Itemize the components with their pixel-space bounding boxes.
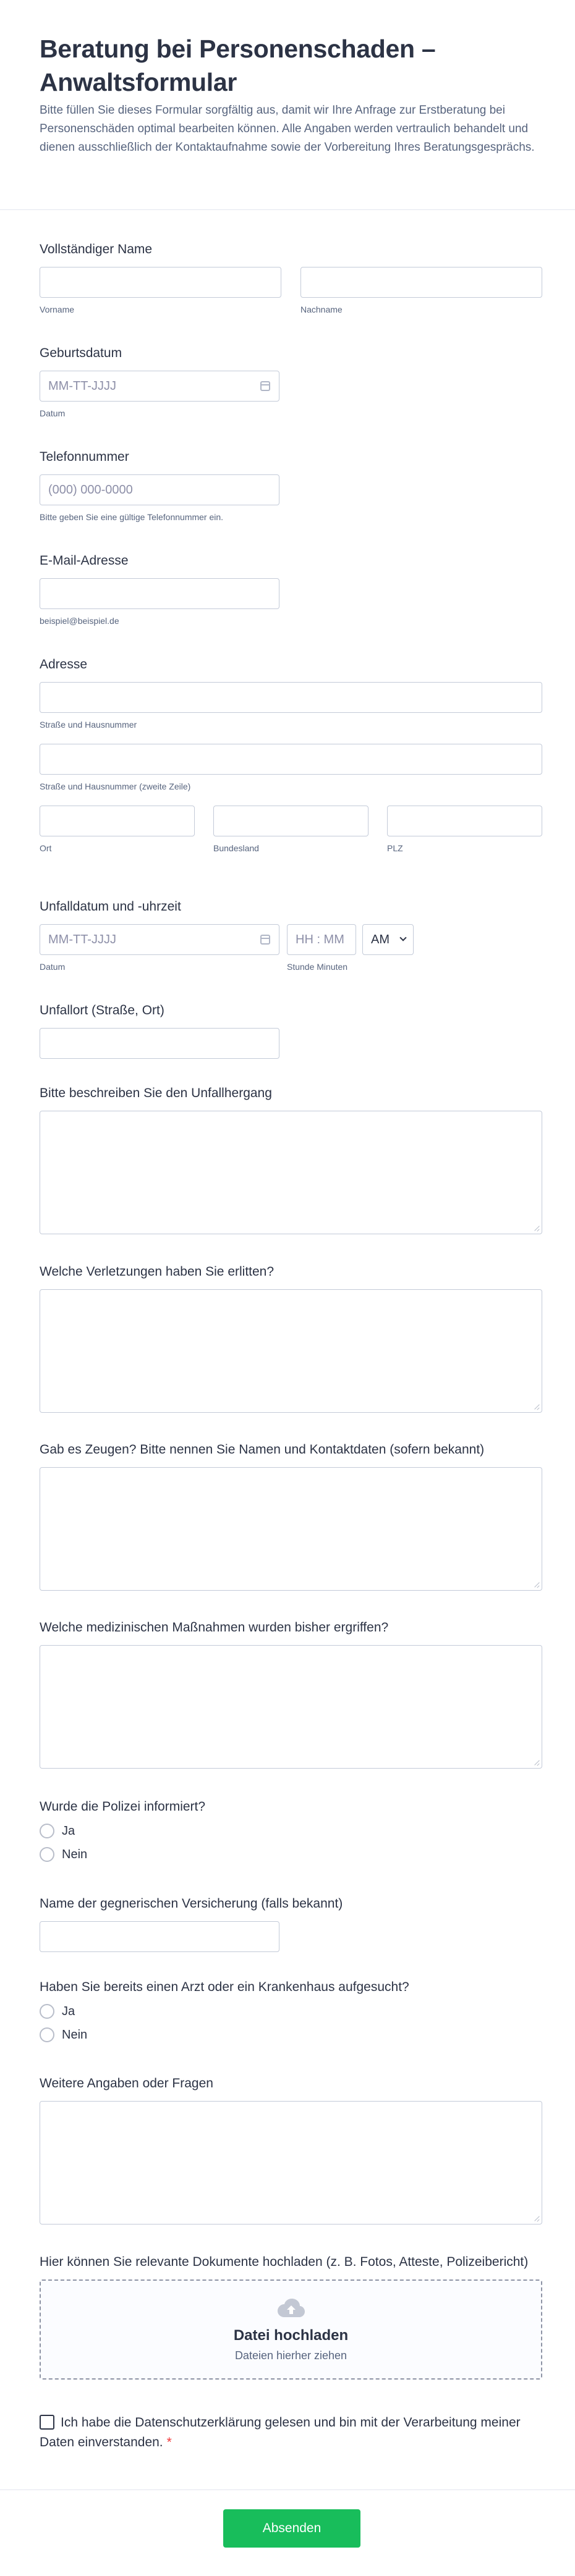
accident-date-input[interactable] (40, 924, 279, 955)
cloud-upload-icon (276, 2297, 306, 2318)
insurance-label: Name der gegnerischen Versicherung (falls bekannt) (40, 1896, 343, 1911)
radio-button[interactable] (40, 2027, 54, 2042)
consent-checkbox[interactable] (40, 2415, 54, 2430)
calendar-icon[interactable] (260, 935, 270, 945)
consent-field (40, 2413, 542, 2452)
witnesses-textarea[interactable] (40, 1467, 542, 1591)
radio-label: Ja (62, 2004, 75, 2018)
file-upload-dropzone[interactable] (40, 2279, 542, 2380)
radio-label: Nein (62, 2027, 88, 2042)
full-name-label: Vollständiger Name (40, 242, 153, 256)
resize-grip-icon[interactable] (534, 1760, 539, 1766)
birthdate-sublabel: Datum (40, 408, 66, 418)
city-sublabel: Ort (40, 843, 52, 853)
accident-datetime-label: Unfalldatum und -uhrzeit (40, 899, 181, 914)
phone-input[interactable] (40, 474, 279, 505)
witnesses-field (40, 1441, 542, 1591)
zip-sublabel: PLZ (387, 843, 403, 853)
injuries-field (40, 1263, 542, 1413)
description-label: Bitte beschreiben Sie den Unfallhergang (40, 1086, 272, 1100)
address-field (40, 656, 542, 854)
accident-time-input[interactable] (287, 924, 356, 955)
street1-input[interactable] (40, 682, 542, 713)
resize-grip-icon[interactable] (534, 1404, 539, 1410)
accident-datetime-field (40, 898, 542, 972)
description-field (40, 1085, 542, 1234)
phone-sublabel: Bitte geben Sie eine gültige Telefonnummer ein. (40, 512, 224, 522)
medical-textarea[interactable] (40, 1645, 542, 1769)
doctor-label: Haben Sie bereits einen Arzt oder ein Krankenhaus aufgesucht? (40, 1980, 409, 1994)
accident-time-sublabel: Stunde Minuten (287, 962, 348, 972)
calendar-icon[interactable] (260, 381, 270, 391)
resize-grip-icon[interactable] (534, 2216, 539, 2221)
zip-input[interactable] (387, 806, 542, 836)
phone-field (40, 448, 542, 523)
resize-grip-icon[interactable] (534, 1226, 539, 1231)
description-textarea[interactable] (40, 1111, 542, 1234)
radio-label: Nein (62, 1847, 88, 1861)
birthdate-field (40, 345, 542, 419)
accident-time-placeholder: HH : MM (296, 933, 344, 946)
radio-button[interactable] (40, 2004, 54, 2019)
page-subtitle: Bitte füllen Sie dieses Formular sorgfältig aus, damit wir Ihre Anfrage zur Erstberatung bei Personenschäden optimal bearbeiten können. Alle Angaben werden vertraulich behandelt und dienen ausschließlich der Kontaktaufnahme sowie der Vorbereitung Ihres Beratungsgesprächs. (40, 104, 535, 154)
upload-label: Hier können Sie relevante Dokumente hochladen (z. B. Fotos, Atteste, Polizeibericht) (40, 2255, 529, 2269)
police-option-yes[interactable] (40, 1823, 542, 1839)
police-option-no[interactable] (40, 1846, 542, 1863)
phone-placeholder: (000) 000-0000 (48, 483, 133, 497)
email-field (40, 552, 542, 626)
further-label: Weitere Angaben oder Fragen (40, 2076, 213, 2090)
accident-date-sublabel: Datum (40, 962, 66, 972)
police-label: Wurde die Polizei informiert? (40, 1799, 206, 1814)
last-name-input[interactable] (300, 267, 542, 298)
doctor-option-yes[interactable] (40, 2003, 542, 2019)
radio-button[interactable] (40, 1847, 54, 1862)
birthdate-label: Geburtsdatum (40, 346, 122, 360)
first-name-input[interactable] (40, 267, 281, 298)
ampm-value: AM (371, 933, 390, 946)
accident-location-input[interactable] (40, 1028, 279, 1059)
accident-location-label: Unfallort (Straße, Ort) (40, 1003, 164, 1017)
upload-button-label[interactable]: Datei hochladen (233, 2326, 349, 2344)
chevron-down-icon (399, 934, 406, 941)
doctor-option-no[interactable] (40, 2027, 542, 2043)
resize-grip-icon[interactable] (534, 1582, 539, 1588)
form-header (0, 0, 575, 210)
upload-hint: Dateien hierher ziehen (234, 2349, 347, 2362)
street1-sublabel: Straße und Hausnummer (40, 720, 137, 730)
birthdate-placeholder: MM-TT-JJJJ (48, 379, 116, 393)
radio-button[interactable] (40, 1824, 54, 1838)
required-mark: * (166, 2435, 172, 2449)
birthdate-input[interactable] (40, 371, 279, 402)
last-name-sublabel: Nachname (300, 305, 343, 314)
injuries-textarea[interactable] (40, 1289, 542, 1413)
consent-text: Ich habe die Datenschutzerklärung gelesen und bin mit der Verarbeitung meiner Daten einverstanden. (40, 2415, 521, 2449)
phone-label: Telefonnummer (40, 450, 129, 464)
witnesses-label: Gab es Zeugen? Bitte nennen Sie Namen und Kontaktdaten (sofern bekannt) (40, 1442, 485, 1457)
further-field (40, 2075, 542, 2225)
email-input[interactable] (40, 578, 279, 609)
accident-date-placeholder: MM-TT-JJJJ (48, 933, 116, 946)
email-sublabel: beispiel@beispiel.de (40, 616, 119, 626)
insurance-input[interactable] (40, 1921, 279, 1952)
first-name-sublabel: Vorname (40, 305, 75, 314)
medical-label: Welche medizinischen Maßnahmen wurden bisher ergriffen? (40, 1620, 389, 1635)
address-label: Adresse (40, 657, 88, 671)
state-input[interactable] (213, 806, 368, 836)
city-input[interactable] (40, 806, 195, 836)
consent-row (40, 2413, 542, 2452)
page-title: Beratung bei Personenschaden – Anwaltsformular (40, 35, 436, 96)
injuries-label: Welche Verletzungen haben Sie erlitten? (40, 1265, 275, 1279)
ampm-select[interactable] (362, 924, 414, 955)
submit-button[interactable]: Absenden (223, 2509, 360, 2548)
full-name-field (40, 241, 542, 315)
upload-field (40, 2254, 542, 2380)
street2-sublabel: Straße und Hausnummer (zweite Zeile) (40, 781, 191, 791)
medical-field (40, 1619, 542, 1769)
accident-location-field (40, 1002, 542, 1059)
email-label: E-Mail-Adresse (40, 554, 129, 568)
insurance-field (40, 1895, 542, 1952)
doctor-field (40, 1979, 542, 2043)
police-field (40, 1798, 542, 1863)
further-textarea[interactable] (40, 2101, 542, 2225)
state-sublabel: Bundesland (213, 843, 259, 853)
radio-label: Ja (62, 1824, 75, 1838)
street2-input[interactable] (40, 744, 542, 775)
